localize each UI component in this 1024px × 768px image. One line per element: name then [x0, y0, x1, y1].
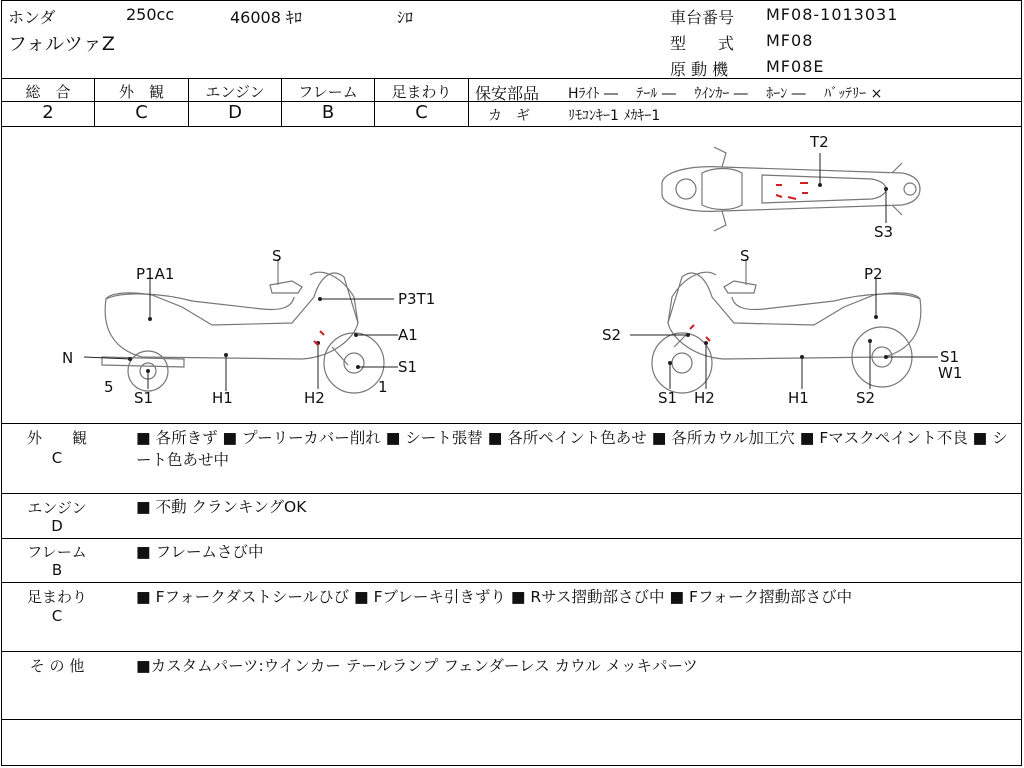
diagram-label: H2: [694, 389, 715, 407]
divider: [2, 719, 1021, 720]
divider: [2, 423, 1021, 424]
diagram-label: T2: [810, 133, 829, 151]
section-head-engine: エンジン: [27, 499, 87, 517]
diagram-label: S1: [940, 348, 960, 366]
safety-parts-label: 保安部品: [475, 84, 540, 103]
grade-engine: D: [228, 102, 242, 123]
diagram-label: P2: [864, 265, 883, 283]
grade-exterior: C: [135, 102, 148, 123]
section-head-frame: フレーム: [27, 543, 87, 561]
maker-name: ホンダ: [8, 8, 56, 27]
section-grade-frame: B: [51, 561, 63, 579]
scooter-top-view: [662, 147, 920, 231]
grade-header-overall: 総 合: [25, 83, 71, 101]
grade-header-frame: フレーム: [298, 83, 358, 101]
diagram-label: S: [272, 247, 282, 265]
damage-diagram: [2, 127, 1021, 423]
section-head-exterior: 外 観: [26, 429, 87, 447]
section-grade-suspension: C: [51, 607, 63, 625]
divider: [468, 78, 469, 126]
divider: [2, 78, 1021, 79]
diagram-label: S3: [874, 223, 894, 241]
divider: [2, 493, 1021, 494]
diagram-label: H1: [788, 389, 809, 407]
divider: [2, 651, 1021, 652]
diagram-label: N: [62, 349, 74, 367]
section-head-suspension: 足まわり: [26, 588, 87, 606]
section-text-other: ■カスタムパーツ:ウインカー テールランプ フェンダーレス カウル メッキパーツ: [136, 657, 698, 675]
displacement: 250cc: [126, 5, 175, 24]
model-name: フォルツァZ: [8, 33, 115, 55]
diagram-label: P1A1: [136, 265, 175, 283]
safety-parts-items: Hﾗｲﾄ ― ﾃｰﾙ ― ｳｲﾝｶｰ ― ﾎｰﾝ ― ﾊﾞｯﾃﾘｰ ×: [568, 86, 883, 102]
diagram-label: W1: [938, 364, 963, 382]
diagram-label: H2: [304, 389, 325, 407]
diagram-label: S: [740, 247, 750, 265]
section-text-exterior: ■ 各所きず ■ プーリーカバー削れ ■ シート張替 ■ 各所ペイント色あせ ■ 各所カウル加工穴 ■ Fマスクペイント不良 ■ シート色あせ中: [136, 429, 1008, 469]
section-head-other: そ の 他: [29, 657, 85, 675]
diagram-label: S2: [602, 326, 622, 344]
key-label: カ ギ: [488, 108, 530, 124]
diagram-label: A1: [398, 326, 418, 344]
grade-header-engine: エンジン: [205, 83, 265, 101]
diagram-label: H1: [212, 389, 233, 407]
section-grade-exterior: C: [51, 449, 63, 467]
model-type: MF08: [766, 31, 814, 50]
grade-frame: B: [321, 102, 335, 123]
diagram-label: S1: [134, 389, 154, 407]
frame-number-label: 車台番号: [670, 8, 735, 27]
key-value: ﾘﾓｺﾝｷｰ1 ﾒｶｷｰ1: [568, 108, 661, 124]
diagram-label: S1: [398, 358, 418, 376]
section-text-frame: ■ フレームさび中: [136, 543, 264, 561]
diagram-label: 5: [104, 378, 114, 396]
body-color: ｼﾛ: [397, 8, 414, 27]
engine-type: MF08E: [766, 57, 825, 76]
section-grade-engine: D: [51, 517, 63, 535]
diagram-label: P3T1: [398, 290, 436, 308]
divider: [2, 582, 1021, 583]
inspection-sheet: [1, 0, 1022, 766]
model-type-label: 型 式: [670, 34, 735, 53]
mileage: 46008 ｷﾛ: [230, 8, 302, 27]
grade-suspension: C: [415, 102, 428, 123]
diagram-label: 1: [378, 378, 388, 396]
divider: [2, 538, 1021, 539]
diagram-label: S1: [658, 389, 678, 407]
diagram-label: S2: [856, 389, 876, 407]
section-text-suspension: ■ Fフォークダストシールひび ■ Fブレーキ引きずり ■ Rサス摺動部さび中 ■ Fフォーク摺動部さび中: [136, 588, 853, 606]
section-text-engine: ■ 不動 クランキングOK: [136, 498, 307, 516]
grade-overall: 2: [42, 102, 54, 123]
grade-header-suspension: 足まわり: [391, 83, 452, 101]
frame-number: MF08-1013031: [766, 5, 899, 24]
grade-header-exterior: 外 観: [118, 83, 164, 101]
engine-type-label: 原 動 機: [670, 60, 729, 79]
